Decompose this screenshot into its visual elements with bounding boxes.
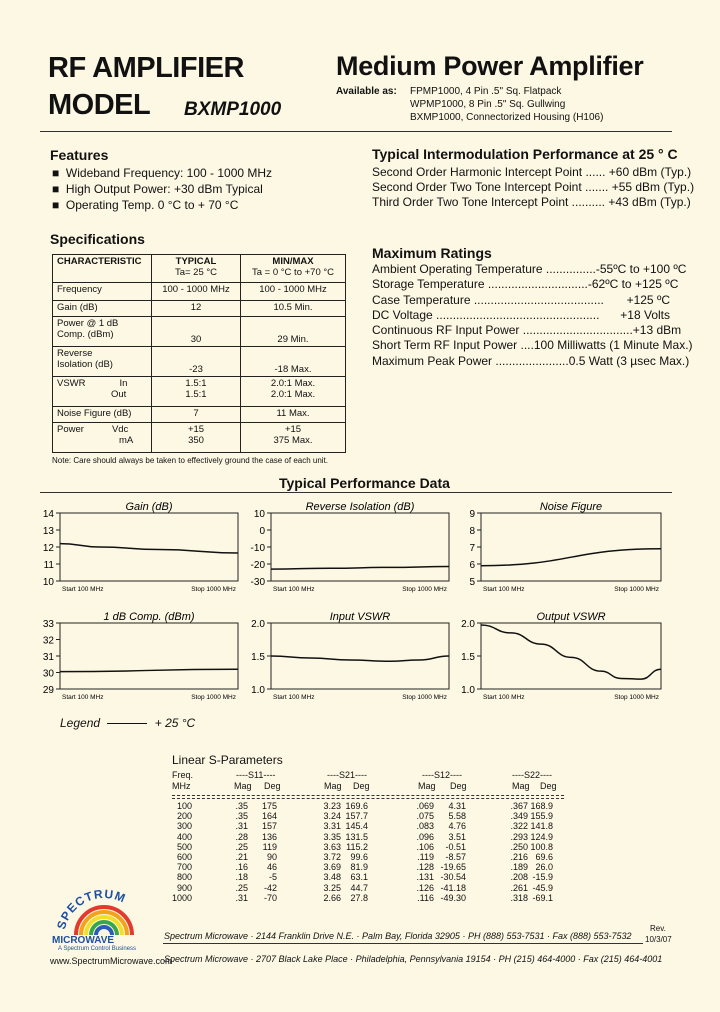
- intermod-title: Typical Intermodulation Performance at 25 ° C: [372, 146, 678, 162]
- sparams-freq: Freq.: [172, 770, 194, 780]
- sparam-cell: -8.57: [445, 852, 466, 862]
- x-stop-label: Stop 1000 MHz: [402, 586, 447, 593]
- x-stop-label: Stop 1000 MHz: [191, 694, 236, 701]
- sparam-cell: .131: [416, 872, 434, 883]
- model-number: BXMP1000: [184, 99, 282, 120]
- spec-cell: Power Vdc mA: [53, 423, 152, 453]
- y-tick-label: 1.0: [251, 685, 265, 696]
- x-start-label: Start 100 MHz: [483, 586, 525, 593]
- y-tick-label: -30: [250, 577, 265, 588]
- sparam-cell: .349: [510, 811, 528, 822]
- sparams-deg: Deg: [450, 781, 467, 791]
- x-stop-label: Stop 1000 MHz: [402, 694, 447, 701]
- sparam-cell: 4.31: [448, 801, 466, 811]
- sparam-cell: -45.9: [532, 882, 553, 893]
- sparams-s21: ----S21----: [327, 770, 367, 780]
- table-row: [0, 852, 720, 862]
- sparam-cell: -41.18: [440, 882, 466, 893]
- sparam-cell: 500: [176, 841, 192, 852]
- chart-frame: [271, 623, 449, 689]
- spec-cell: +15 375 Max.: [241, 423, 346, 453]
- sparam-cell: 3.72: [323, 852, 341, 862]
- y-tick-label: 31: [42, 652, 54, 663]
- sparam-cell: 115.2: [346, 841, 368, 852]
- list-item: DC Voltage ................................................. +18 Volts: [372, 307, 670, 322]
- sparam-cell: 69.6: [535, 852, 553, 862]
- sparam-cell: 63.1: [350, 872, 368, 883]
- sparam-cell: 145.4: [345, 821, 368, 832]
- list-item: Maximum Peak Power ...................... 0.5 Watt (3 µsec Max.): [372, 353, 690, 368]
- x-stop-label: Stop 1000 MHz: [614, 694, 659, 701]
- sparam-cell: 100: [176, 801, 192, 811]
- x-stop-label: Stop 1000 MHz: [614, 586, 659, 593]
- y-tick-label: 32: [42, 635, 54, 647]
- table-row: [0, 801, 720, 811]
- spec-cell: 2.0:1 Max. 2.0:1 Max.: [241, 377, 346, 407]
- logo-top-text: SPECTRUM: [54, 886, 129, 931]
- sparam-cell: 157.7: [345, 811, 368, 822]
- sparam-cell: .31: [235, 892, 248, 903]
- table-row: [0, 842, 720, 852]
- sparam-cell: -30.54: [440, 872, 466, 883]
- y-tick-label: -10: [250, 543, 265, 554]
- feature-item: ■ High Output Power: +30 dBm Typical: [52, 182, 263, 196]
- sparam-cell: 400: [176, 831, 192, 842]
- legend: [60, 716, 195, 730]
- sparam-cell: .069: [416, 801, 434, 811]
- sparam-cell: .119: [417, 852, 434, 862]
- y-tick-label: 1.0: [461, 685, 475, 696]
- chart-title: Gain (dB): [125, 501, 173, 513]
- sparam-cell: 3.24: [323, 811, 341, 822]
- y-tick-label: 10: [42, 577, 54, 588]
- sparam-cell: 81.9: [350, 862, 368, 873]
- sparams-title: Linear S-Parameters: [172, 753, 283, 767]
- footer-rule: [163, 943, 643, 944]
- legend-value: + 25 °C: [154, 716, 196, 730]
- series-line: [271, 656, 449, 661]
- sparam-cell: 800: [176, 872, 192, 883]
- y-tick-label: 5: [469, 577, 475, 588]
- y-tick-label: 6: [469, 560, 475, 571]
- sparam-cell: 119: [262, 841, 277, 852]
- sparams-mag: Mag: [324, 781, 342, 791]
- sparam-cell: -19.65: [440, 862, 466, 873]
- x-stop-label: Stop 1000 MHz: [191, 586, 236, 593]
- spec-cell: Power @ 1 dB Comp. (dBm): [53, 317, 152, 347]
- sparam-cell: .21: [235, 852, 248, 862]
- sparams-mag: Mag: [418, 781, 436, 791]
- sparam-cell: .35: [235, 801, 248, 811]
- y-tick-label: 12: [42, 543, 54, 554]
- sparam-cell: -0.51: [445, 841, 466, 852]
- spec-header-char: CHARACTERISTIC: [53, 255, 152, 283]
- sparam-cell: 4.76: [448, 821, 466, 832]
- sparam-cell: 5.58: [448, 811, 466, 822]
- sparams-deg: Deg: [540, 781, 557, 791]
- spec-cell: +15 350: [152, 423, 241, 453]
- sparam-cell: 3.25: [323, 882, 341, 893]
- y-tick-label: 8: [469, 526, 475, 537]
- y-tick-label: 29: [42, 685, 54, 696]
- spec-cell: 10.5 Min.: [241, 301, 346, 317]
- chart-frame: [60, 623, 238, 689]
- y-tick-label: 30: [42, 668, 54, 680]
- available-label: Available as:: [336, 86, 397, 97]
- sparam-cell: 168.9: [530, 801, 553, 811]
- y-tick-label: 13: [42, 526, 54, 537]
- list-item: Short Term RF Input Power .... 100 Milliwatts (1 Minute Max.): [372, 338, 693, 353]
- list-item: Continuous RF Input Power ................................. +13 dBm: [372, 323, 682, 338]
- footer-line1: Spectrum Microwave · 2144 Franklin Drive N.E. · Palm Bay, Florida 32905 · PH (888) 553-7531 · Fax (888) 553-7532: [164, 931, 632, 941]
- y-tick-label: 2.0: [461, 619, 475, 630]
- sparam-cell: .083: [416, 821, 434, 832]
- sparam-cell: .261: [510, 882, 528, 893]
- spec-cell: 30: [152, 317, 241, 347]
- spec-cell: 11 Max.: [241, 407, 346, 423]
- list-item: Case Temperature ....................................... +125 ºC: [372, 292, 670, 307]
- title-line2: MODEL: [48, 89, 151, 121]
- sparam-cell: .250: [510, 841, 528, 852]
- sparam-cell: .293: [510, 831, 528, 842]
- sparam-cell: 90: [266, 852, 277, 862]
- sparam-cell: 3.31: [323, 821, 341, 832]
- spec-cell: 100 - 1000 MHz: [152, 283, 241, 301]
- table-row: [0, 832, 720, 842]
- sparam-cell: 169.6: [345, 801, 368, 811]
- spec-cell: 29 Min.: [241, 317, 346, 347]
- sparam-cell: 131.5: [345, 831, 368, 842]
- sparam-cell: .31: [235, 821, 248, 832]
- perf-title: Typical Performance Data: [279, 475, 450, 491]
- sparam-cell: 3.23: [323, 801, 341, 811]
- sparam-cell: .16: [235, 862, 248, 873]
- spec-cell: -23: [152, 347, 241, 377]
- sparam-cell: 164: [261, 811, 277, 822]
- sparams-rule: [172, 795, 564, 796]
- sparam-cell: 3.35: [323, 831, 341, 842]
- sparam-cell: 3.51: [448, 831, 466, 842]
- sparams-deg: Deg: [353, 781, 370, 791]
- sparams-rule: [172, 798, 564, 799]
- sparam-cell: .367: [510, 801, 528, 811]
- sparam-cell: .126: [416, 882, 434, 893]
- sparam-cell: 157: [261, 821, 277, 832]
- series-line: [481, 625, 661, 679]
- logo-rainbow-blue: [96, 927, 112, 935]
- sparam-cell: .106: [416, 841, 434, 852]
- footer-website: www.SpectrumMicrowave.com: [50, 956, 173, 966]
- sparam-cell: -69.1: [532, 892, 553, 903]
- sparam-cell: -15.9: [532, 872, 553, 883]
- sparam-cell: 44.7: [350, 882, 368, 893]
- sparam-cell: -70: [263, 892, 277, 903]
- sparam-cell: 300: [176, 821, 192, 832]
- available-3: BXMP1000, Connectorized Housing (H106): [410, 112, 604, 123]
- series-line: [481, 549, 661, 566]
- sparam-cell: 100.8: [530, 841, 553, 852]
- chart-title: Input VSWR: [329, 611, 391, 623]
- x-start-label: Start 100 MHz: [483, 694, 525, 701]
- sparam-cell: .25: [235, 882, 248, 893]
- sparam-cell: 141.8: [530, 821, 553, 832]
- y-tick-label: 0: [259, 526, 265, 537]
- logo-main: MICROWAVE: [52, 935, 115, 946]
- y-tick-label: -20: [250, 560, 265, 571]
- sparam-cell: 26.0: [535, 862, 553, 873]
- spec-cell: Frequency: [53, 283, 152, 301]
- chart-frame: [481, 513, 661, 581]
- sparam-cell: .28: [235, 831, 248, 842]
- x-start-label: Start 100 MHz: [62, 694, 104, 701]
- y-tick-label: 10: [253, 509, 265, 520]
- spec-cell: VSWR In Out: [53, 377, 152, 407]
- sparam-cell: .35: [235, 811, 248, 822]
- spec-cell: Reverse Isolation (dB): [53, 347, 152, 377]
- chart-title: Output VSWR: [536, 611, 606, 623]
- y-tick-label: 7: [469, 543, 475, 554]
- x-start-label: Start 100 MHz: [62, 586, 104, 593]
- sparam-cell: .189: [510, 862, 528, 873]
- sparam-cell: .116: [417, 892, 434, 903]
- spec-cell: 1.5:1 1.5:1: [152, 377, 241, 407]
- specs-title: Specifications: [50, 231, 145, 247]
- sparam-cell: 200: [176, 811, 192, 822]
- title-line1: RF AMPLIFIER: [48, 52, 244, 84]
- x-start-label: Start 100 MHz: [273, 694, 315, 701]
- sparam-cell: .216: [510, 852, 528, 862]
- sparam-cell: .25: [235, 841, 248, 852]
- available-1: FPMP1000, 4 Pin .5" Sq. Flatpack: [410, 86, 562, 97]
- spec-cell: Gain (dB): [53, 301, 152, 317]
- features-title: Features: [50, 147, 109, 163]
- sparams-s12: ----S12----: [422, 770, 462, 780]
- spec-cell: 7: [152, 407, 241, 423]
- sparam-cell: 175: [261, 801, 277, 811]
- spec-header-minmax: MIN/MAX Ta = 0 °C to +70 °C: [241, 255, 346, 283]
- legend-label: Legend: [60, 716, 101, 730]
- sparam-cell: 124.9: [530, 831, 553, 842]
- sparam-cell: .18: [235, 872, 248, 883]
- rev-date: 10/3/07: [645, 935, 672, 944]
- intermod-row: Second Order Two Tone Intercept Point ....... +55 dBm (Typ.): [372, 180, 695, 194]
- y-tick-label: 2.0: [251, 619, 265, 630]
- sparam-cell: -49.30: [440, 892, 466, 903]
- spec-cell: Noise Figure (dB): [53, 407, 152, 423]
- sparam-cell: 700: [176, 862, 192, 873]
- table-row: [0, 811, 720, 821]
- right-title: Medium Power Amplifier: [336, 51, 644, 81]
- sparams-mhz: MHz: [172, 781, 191, 791]
- sparam-cell: 155.9: [530, 811, 553, 822]
- y-tick-label: 1.5: [461, 652, 475, 663]
- sparam-cell: 3.63: [323, 841, 341, 852]
- sparam-cell: 3.69: [323, 862, 341, 873]
- x-start-label: Start 100 MHz: [273, 586, 315, 593]
- sparam-cell: -42: [263, 882, 277, 893]
- intermod-row: Second Order Harmonic Intercept Point ...... +60 dBm (Typ.): [372, 165, 692, 179]
- spec-note: Note: Care should always be taken to effectively ground the case of each unit.: [52, 456, 329, 465]
- table-row: [0, 821, 720, 831]
- spec-cell: 12: [152, 301, 241, 317]
- footer-line2: Spectrum Microwave · 2707 Black Lake Place · Philadelphia, Pennsylvania 19154 · PH (215) 464-4000 · Fax (215) 464-4001: [164, 954, 663, 964]
- sparam-cell: 2.66: [323, 892, 341, 903]
- sparam-cell: 136: [261, 831, 277, 842]
- series-line: [60, 544, 238, 553]
- sparam-cell: .096: [416, 831, 434, 842]
- sparam-cell: .075: [416, 811, 434, 822]
- sparam-cell: .322: [510, 821, 528, 832]
- y-tick-label: 14: [42, 509, 54, 520]
- rev-label: Rev.: [650, 924, 666, 933]
- max-ratings-title: Maximum Ratings: [372, 245, 492, 261]
- table-row: [0, 862, 720, 872]
- sparam-cell: 3.48: [323, 872, 341, 883]
- sparams-deg: Deg: [264, 781, 281, 791]
- intermod-row: Third Order Two Tone Intercept Point .......... +43 dBm (Typ.): [372, 195, 691, 209]
- sparam-cell: .128: [416, 862, 434, 873]
- sparam-cell: 27.8: [350, 892, 368, 903]
- chart-title: 1 dB Comp. (dBm): [103, 611, 195, 623]
- sparam-cell: -5: [268, 872, 277, 883]
- list-item: Ambient Operating Temperature ............... -55ºC to +100 ºC: [372, 262, 687, 276]
- y-tick-label: 9: [469, 509, 475, 520]
- chart-title: Noise Figure: [539, 501, 603, 513]
- sparam-cell: 1000: [171, 892, 192, 903]
- chart-frame: [271, 513, 449, 581]
- y-tick-label: 33: [42, 619, 54, 630]
- sparam-cell: 600: [176, 852, 192, 862]
- sparam-cell: .318: [510, 892, 528, 903]
- sparam-cell: 900: [176, 882, 192, 893]
- spec-header-typ: TYPICAL Ta= 25 °C: [152, 255, 241, 283]
- sparams-mag: Mag: [234, 781, 252, 791]
- sparams-s22: ----S22----: [512, 770, 552, 780]
- sparams-mag: Mag: [512, 781, 530, 791]
- feature-item: ■ Wideband Frequency: 100 - 1000 MHz: [52, 166, 273, 180]
- sparam-cell: .208: [510, 872, 528, 883]
- spec-cell: 100 - 1000 MHz: [241, 283, 346, 301]
- series-line: [60, 669, 238, 671]
- logo-sub: A Spectrum Control Business: [58, 946, 137, 952]
- series-line: [271, 567, 449, 570]
- y-tick-label: 11: [43, 560, 54, 571]
- legend-line: [107, 723, 147, 724]
- sparams-s11: ----S11----: [236, 770, 276, 780]
- y-tick-label: 1.5: [251, 652, 265, 663]
- list-item: Storage Temperature .............................. -62ºC to +125 ºC: [372, 277, 679, 292]
- sparam-cell: 99.6: [350, 852, 368, 862]
- spec-cell: -18 Max.: [241, 347, 346, 377]
- feature-item: ■ Operating Temp. 0 °C to + 70 °C: [52, 198, 239, 212]
- available-2: WPMP1000, 8 Pin .5" Sq. Gullwing: [410, 99, 566, 110]
- chart-title: Reverse Isolation (dB): [305, 501, 415, 513]
- sparam-cell: 46: [266, 862, 277, 873]
